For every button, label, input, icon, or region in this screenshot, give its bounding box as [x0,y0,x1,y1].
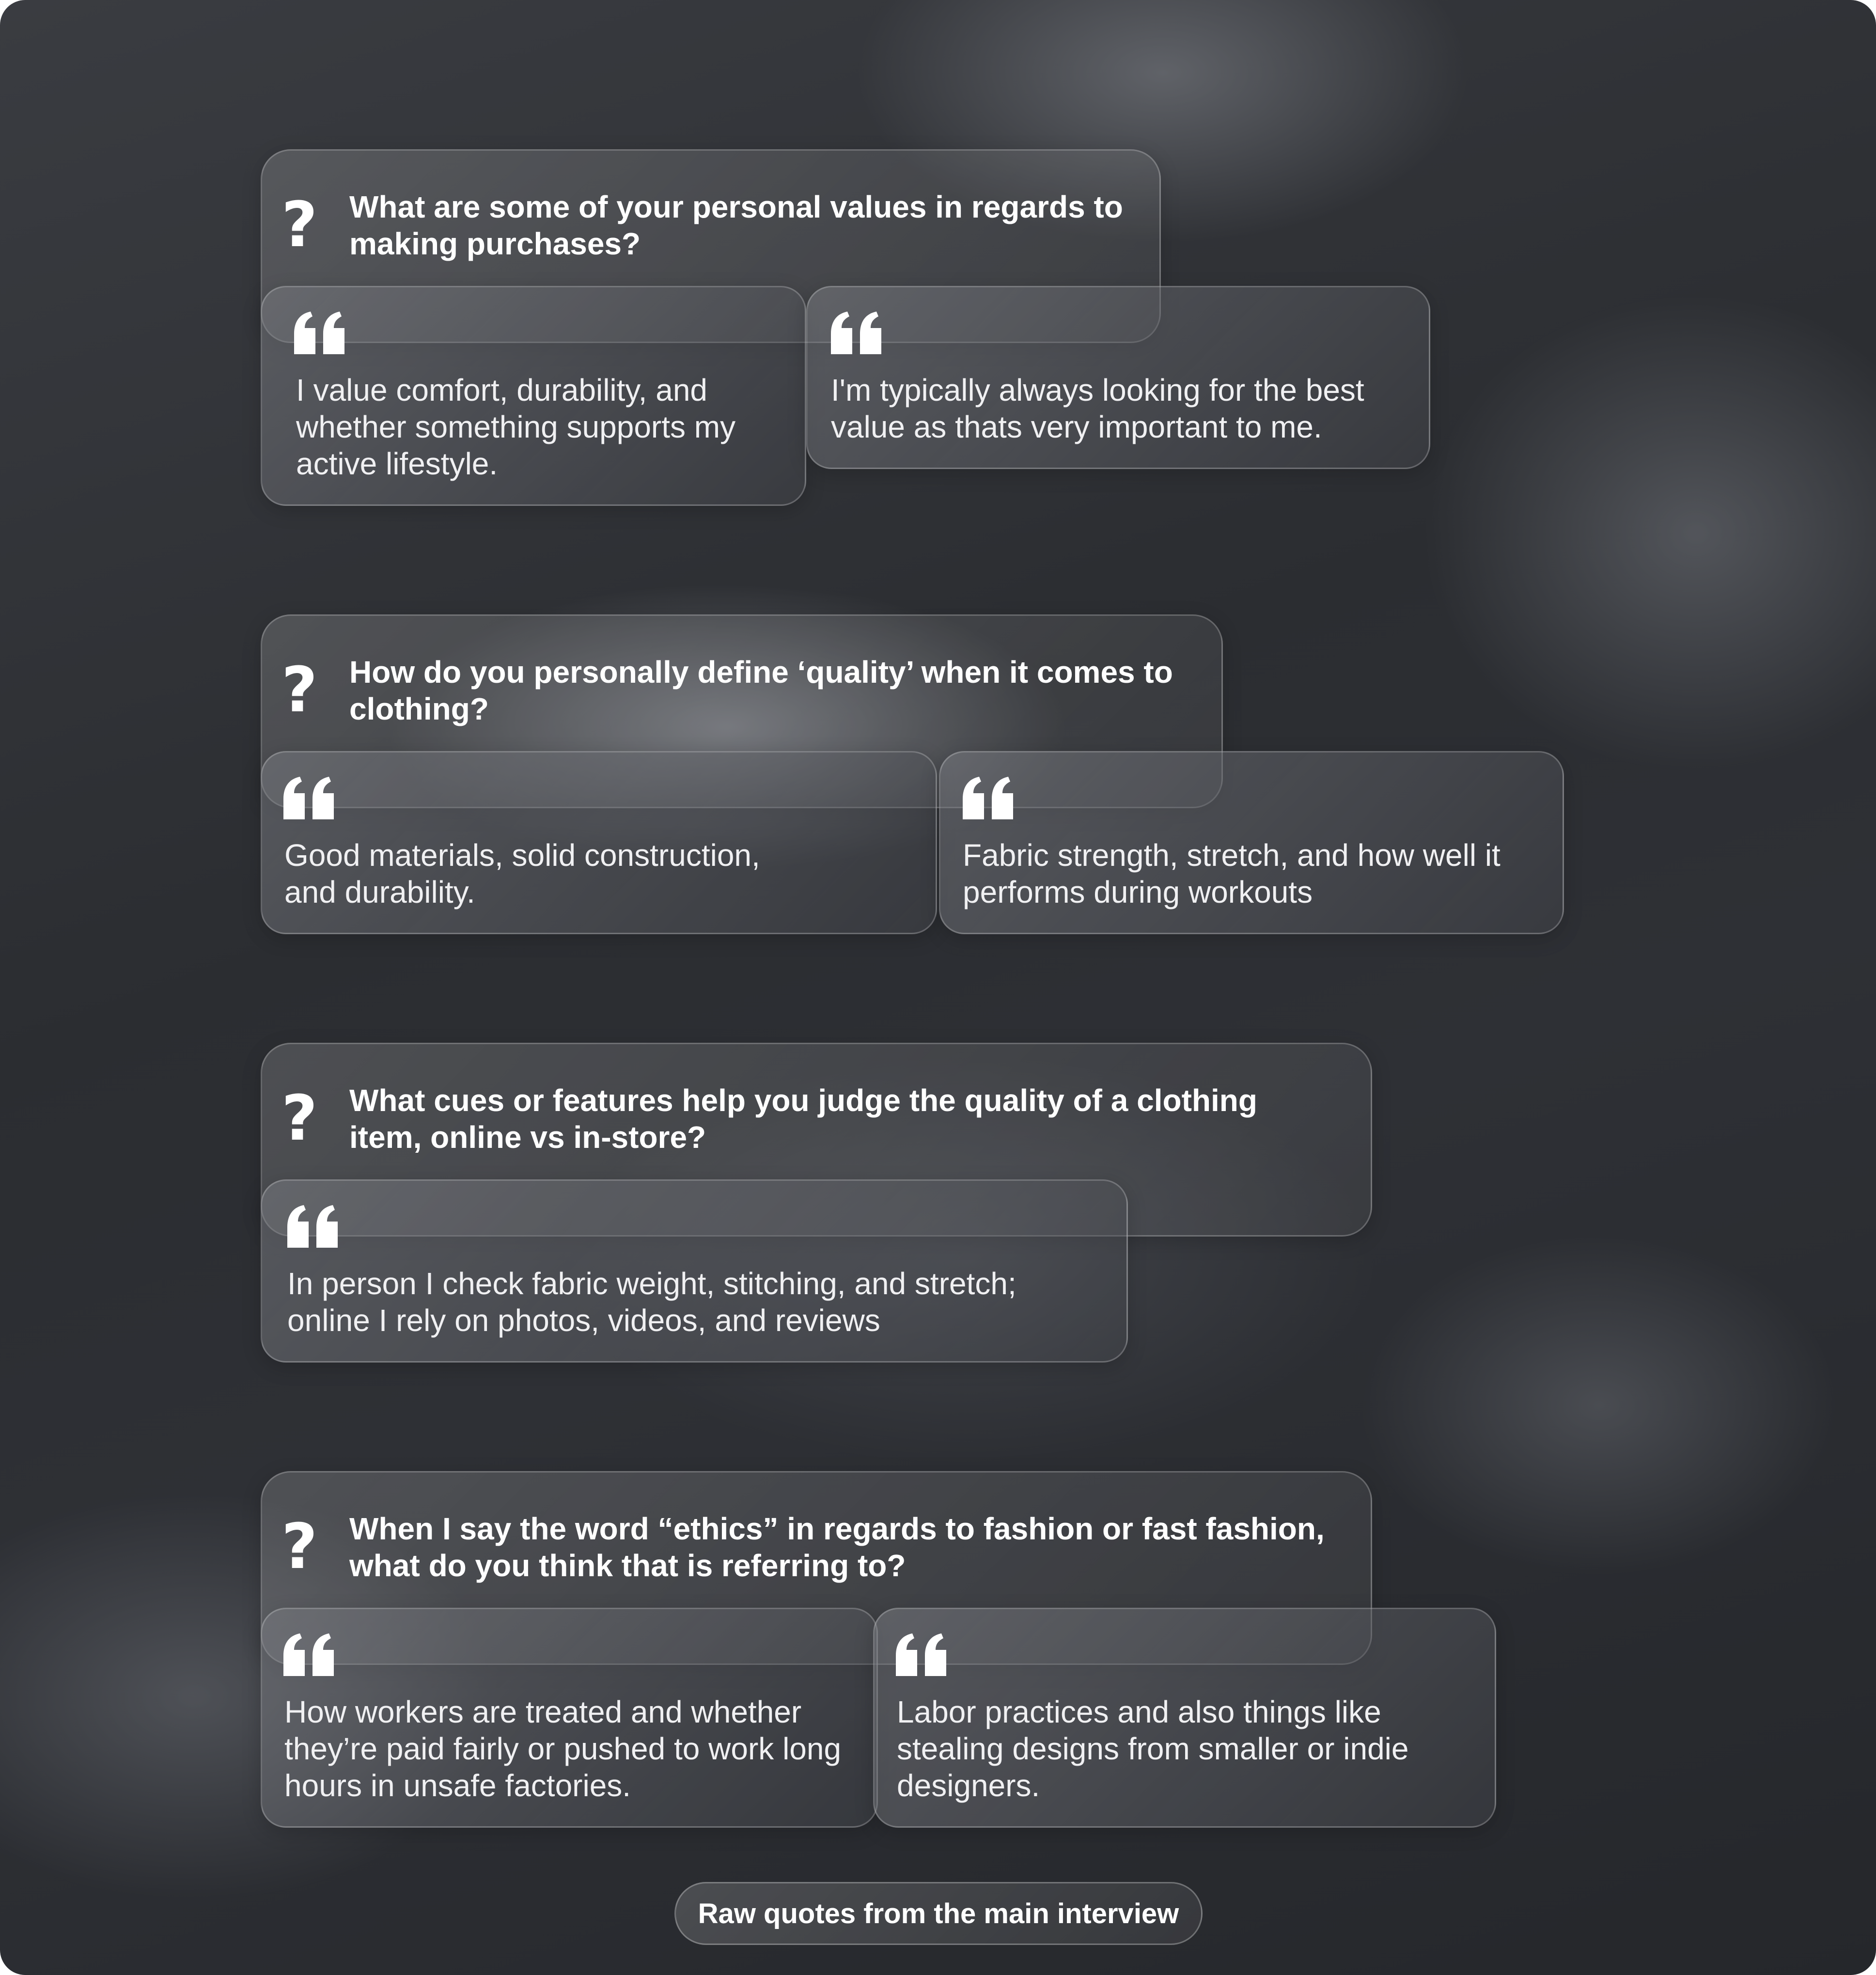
quote-icon [294,312,345,354]
answer-card [806,286,1430,469]
answer-card [261,1179,1128,1363]
answer-text: How workers are treated and whether they’re paid fairly or pushed to work long hours in unsafe factories. [284,1694,842,1803]
answer-text: Labor practices and also things like stealing designs from smaller or indie designers. [897,1694,1409,1803]
question-text: When I say the word “ethics” in regards to fashion or fast fashion, what do you think that is referring to? [349,1511,1325,1583]
answer-card [261,286,806,506]
question-mark-icon: ? [281,189,318,261]
question-mark-icon: ? [281,1511,318,1583]
question-mark-icon: ? [281,654,318,726]
answer-text: Good materials, solid construction, and durability. [284,838,760,909]
answer-card [939,751,1564,934]
quote-icon [963,777,1014,819]
quote-icon [287,1205,339,1248]
answer-text: Fabric strength, stretch, and how well it performs during workouts [963,838,1501,909]
question-text: What cues or features help you judge the quality of a clothing item, online vs in-store? [349,1083,1257,1155]
quote-icon [283,777,335,819]
quote-icon [283,1633,335,1676]
quote-icon [831,312,882,354]
question-mark-icon: ? [281,1082,318,1155]
answer-text: In person I check fabric weight, stitching, and stretch; online I rely on photos, videos, and reviews [287,1266,1016,1338]
answer-card [261,1608,878,1828]
answer-text: I'm typically always looking for the best value as thats very important to me. [831,373,1364,444]
answer-card [261,751,937,934]
answer-text: I value comfort, durability, and whether something supports my active lifestyle. [296,373,736,481]
footer-caption-pill [674,1882,1203,1945]
quote-icon [896,1633,947,1676]
question-text: How do you personally define ‘quality’ when it comes to clothing? [349,655,1173,726]
footer-caption-label: Raw quotes from the main interview [698,1897,1179,1929]
answer-card [873,1608,1496,1828]
question-text: What are some of your personal values in regards to making purchases? [349,189,1123,261]
